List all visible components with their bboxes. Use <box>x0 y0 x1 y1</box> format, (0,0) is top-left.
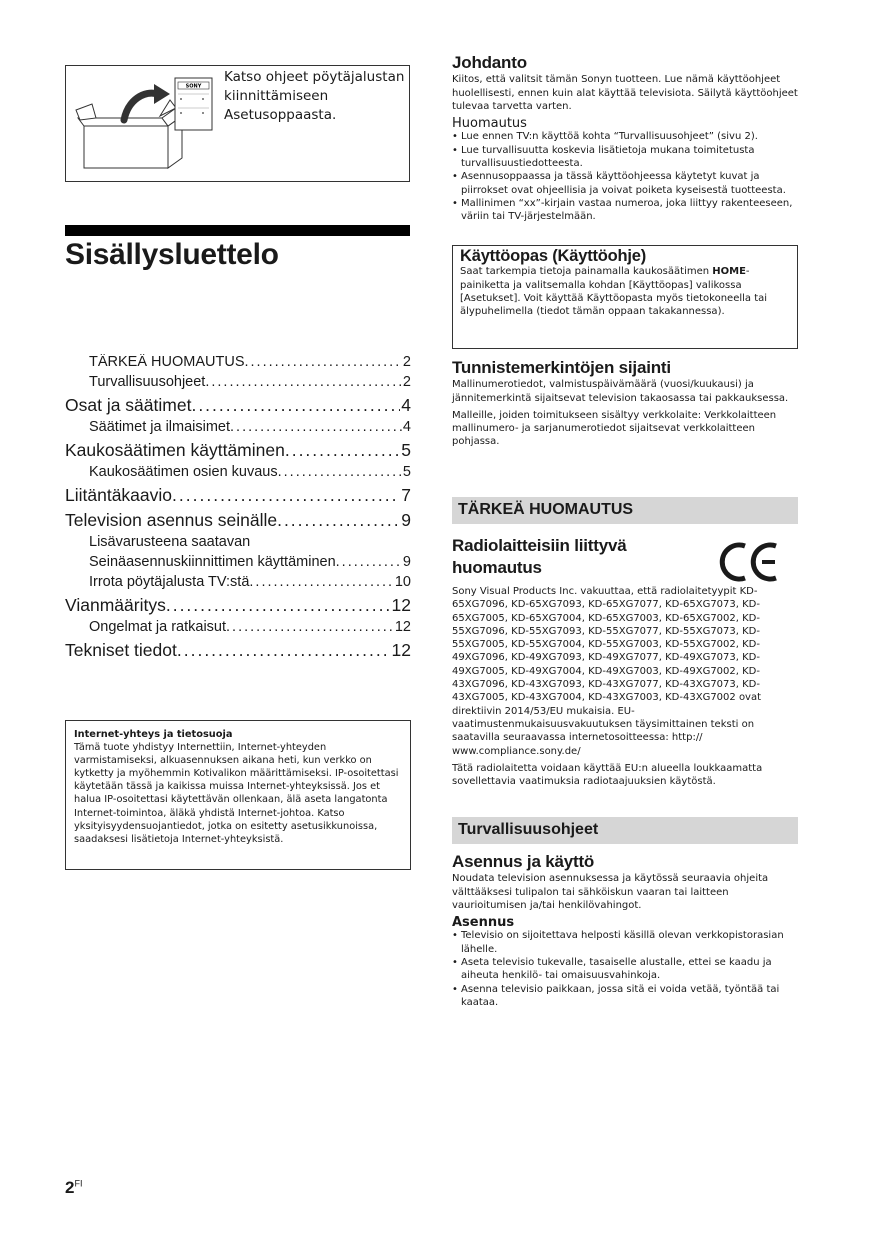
intro-body: Kiitos, että valitsit tämän Sonyn tuotteen. Lue nämä käyttöohjeet huolellisesti, ennen kuin alat käyttää televisiota. Säilytä käyttöohjeet tulevaa tarvetta varten. <box>452 74 798 112</box>
table-of-contents <box>65 354 411 664</box>
toc-entry[interactable]: Liitäntäkaavio ..... 7 <box>65 485 411 509</box>
toc-entry[interactable]: Tekniset tiedot ..... 12 <box>65 640 411 664</box>
toc-entry[interactable]: Säätimet ja ilmaisimet ..... 4 <box>65 419 411 439</box>
toc-entry[interactable]: Ongelmat ja ratkaisut ..... 12 <box>65 619 411 639</box>
toc-entry[interactable]: Kaukosäätimen käyttäminen ..... 5 <box>65 440 411 464</box>
radio-notice-title: Radiolaitteisiin liittyvä huomautus <box>452 536 627 577</box>
radio-notice-body <box>452 585 798 788</box>
toc-entry[interactable]: Irrota pöytäjalusta TV:stä ..... 10 <box>65 574 411 594</box>
intro-title: Johdanto <box>452 53 527 72</box>
ce-mark-text: CE <box>718 540 720 541</box>
stand-note-text: Katso ohjeet pöytäjalustan kiinnittämiseen Asetusoppaasta. <box>224 69 405 123</box>
safety-title: Asennus ja käyttö <box>452 852 595 871</box>
safety-body: Noudata television asennuksessa ja käytössä seuraavia ohjeita välttääksesi tulipalon tai sähköiskun vaaran tai laitteen vaurioitumisen ja/tai henkilövahingot. <box>452 873 769 911</box>
note-list <box>452 130 798 223</box>
toc-entry[interactable]: Turvallisuusohjeet ..... 2 <box>65 374 411 394</box>
label-location-section <box>452 358 798 449</box>
list-item: • Lue turvallisuutta koskevia lisätietoja mukana toimitetusta turvallisuustiedotteesta. <box>461 144 798 171</box>
list-item: • Mallinimen “xx”-kirjain vastaa numeroa, joka liittyy rakenteeseen, väriin tai TV-järjestelmään. <box>461 197 798 224</box>
home-key-label: HOME <box>712 266 746 278</box>
toc-entry[interactable]: Seinäasennuskiinnittimen käyttäminen ..... 9 <box>65 554 411 574</box>
label-location-p2: Malleille, joiden toimitukseen sisältyy verkkolaite: Verkkolaitteen mallinumero- ja sarjanumerotiedot sijaitsevat verkkolaitteen pohjassa. <box>452 409 777 448</box>
internet-privacy-box <box>65 720 411 870</box>
toc-title: Sisällysluettelo <box>65 238 279 271</box>
intro-section <box>452 53 798 224</box>
guide-body: Saat tarkempia tietoja painamalla kaukosäätimen HOME-painiketta ja valitsemalla kohdan [Käyttöopas] valikossa [Asetukset]. Voit käyttää Käyttöopasta myös tietokoneella tai älypuhelimella (tiedot tämän oppaan takakannessa). <box>460 266 768 318</box>
toc-entry[interactable]: Kaukosäätimen osien kuvaus ..... 5 <box>65 464 411 484</box>
help-guide-box <box>452 245 798 349</box>
label-location-title: Tunnistemerkintöjen sijainti <box>452 358 671 377</box>
radio-notice-p2: Tätä radiolaitetta voidaan käyttää EU:n alueella loukkaamatta sovellettavia vaatimuksia radiotaajuuksien käytöstä. <box>452 762 763 788</box>
safety-bar: Turvallisuusohjeet <box>452 817 798 844</box>
list-item: • Asennusoppaassa ja tässä käyttöohjeessa käytetyt kuvat ja piirrokset ovat ohjeellisia ja voivat poiketa kyseisestä tuotteesta. <box>461 170 798 197</box>
language-code: FI <box>74 1178 83 1189</box>
list-item: • Asenna televisio paikkaan, jossa sitä ei voida vetää, työntää tai kaataa. <box>461 983 798 1010</box>
label-location-p1: Mallinumerotiedot, valmistuspäivämäärä (vuosi/kuukausi) ja jännitemerkintä sijaitsevat television takaosassa tai pakkauksessa. <box>452 379 789 404</box>
toc-entry[interactable]: Television asennus seinälle ..... 9 <box>65 510 411 534</box>
installation-title: Asennus <box>452 915 515 931</box>
ce-mark-icon <box>718 540 782 584</box>
stand-note-box <box>65 65 410 182</box>
internet-box-heading: Internet-yhteys ja tietosuoja <box>74 729 233 740</box>
sony-logo: SONY <box>185 83 202 90</box>
toc-entry-label: Lisävarusteena saatavan <box>89 534 251 550</box>
important-notice-bar: TÄRKEÄ HUOMAUTUS <box>452 497 798 524</box>
box-illustration-icon <box>72 72 222 176</box>
toc-entry[interactable]: TÄRKEÄ HUOMAUTUS ..... 2 <box>65 354 411 374</box>
list-item: • Aseta televisio tukevalle, tasaiselle alustalle, ettei se kaadu ja aiheuta henkilö- tai omaisuusvahinkoja. <box>461 956 798 983</box>
guide-title: Käyttöopas (Käyttöohje) <box>460 247 647 265</box>
toc-entry[interactable]: Osat ja säätimet ..... 4 <box>65 395 411 419</box>
page-number: $2^{FI}$ <box>65 1178 83 1197</box>
safety-section <box>452 852 798 1009</box>
list-item: • Televisio on sijoitettava helposti käsillä olevan verkkopistorasian lähelle. <box>461 929 798 956</box>
toc-entry[interactable]: Vianmääritys ..... 12 <box>65 595 411 619</box>
internet-box-body: Tämä tuote yhdistyy Internettiin, Internet-yhteyden varmistamiseksi, alkuasennuksen aikana heti, kun verkko on kytketty ja myöhemmin Kotivalikon määrittämiseksi. IP-osoitettasi käytetään tässä ja kaikissa muissa Internet-yhteyksissä. Jos et halua IP-osoitettasi käytettävän ollenkaan, älä aseta langatonta Internet-toimintoa, äläkä yhdistä Internet-johtoa. Katso yksityisyydensuojantiedot, jotka on esitetty asetusikkunoissa, saadaksesi lisätietoja Internet-yhteyksistä. <box>74 742 399 845</box>
installation-list <box>452 929 798 1009</box>
toc-title-bar <box>65 225 410 236</box>
list-item: • Lue ennen TV:n käyttöä kohta “Turvallisuusohjeet” (sivu 2). <box>461 130 798 143</box>
note-title: Huomautus <box>452 116 527 132</box>
radio-notice-p1: Sony Visual Products Inc. vakuuttaa, että radiolaitetyypit KD-65XG7096, KD-65XG7093, KD-65XG7077, KD-65XG7073, KD-65XG7005, KD-65XG7004, KD-65XG7003, KD-65XG7002, KD-55XG7096, KD-55XG7093, KD-55XG7077, KD-55XG7073, KD-55XG7005, KD-55XG7004, KD-55XG7003, KD-55XG7002, KD-49XG7096, KD-49XG7093, KD-49XG7077, KD-49XG7073, KD-49XG7005, KD-49XG7004, KD-49XG7003, KD-49XG7002, KD-43XG7096, KD-43XG7093, KD-43XG7077, KD-43XG7073, KD-43XG7005, KD-43XG7004, KD-43XG7003, KD-43XG7002 ovat direktiivin 2014/53/EU mukaisia. EU-vaatimustenmukaisuusvakuutuksen täysimittainen teksti on saatavilla seuraavassa internetosoitteessa: http:// www.compliance.sony.de/ <box>452 586 762 757</box>
